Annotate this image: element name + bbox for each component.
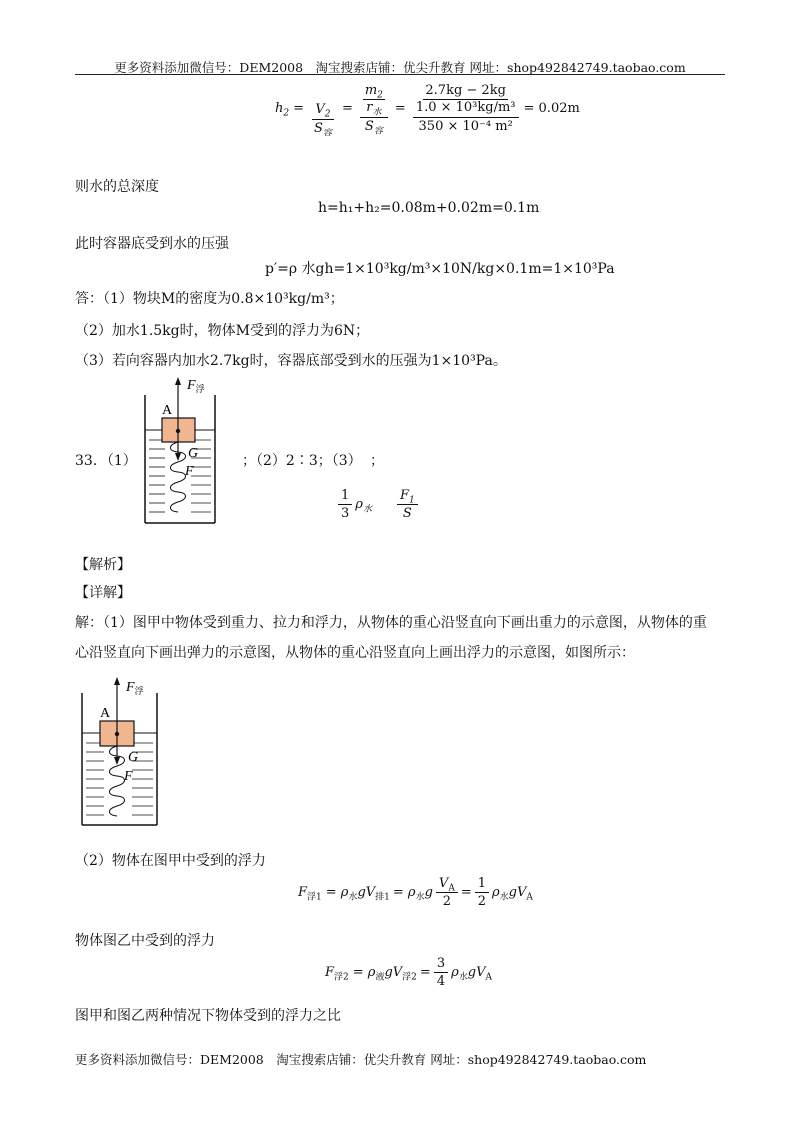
diagram-1-label-fbuoy: $F_浮$ (187, 378, 205, 394)
para1-line2: 心沿竖直向下画出弹力的示意图，从物体的重心沿竖直向上画出浮力的示意图，如图所示： (75, 645, 635, 661)
text-pressure: 此时容器底受到水的压强 (75, 236, 229, 252)
eq-h2-frac3: 2.7kg − 2kg 1.0 × 10³kg/m³ 350 × 10⁻⁴ m² (413, 83, 519, 135)
diagram-2-label-f: F (124, 769, 133, 784)
diagram-1-content (145, 377, 215, 523)
equation-h2: $h_2$ = $\frac{V_2}{S_容}$ = $m_2$ $r_水$ $S_容$ = 2.7kg − 2kg 1.0 × 10³kg/m³ 350 × 10⁻⁴ m² = 0.02m (275, 82, 580, 139)
equation-f1: $F_{浮1}$ = $\rho_水$ $gV_{排1}$ = $\rho_水$ g $\frac{V_A}{2}$ = $\frac{1}{2}$ $\rho_水$ $gV_A$ (298, 876, 533, 909)
para1-line1: 解：（1）图甲中物体受到重力、拉力和浮力，从物体的重心沿竖直向下画出重力的示意图，从物体的重 (75, 615, 707, 631)
header-divider (75, 74, 725, 75)
q33-answer-3 (335, 488, 421, 521)
eq-h2-frac1: $\frac{V_2}{S_容}$ (314, 102, 332, 139)
q33-end: ； (370, 453, 384, 469)
equation-f2: $F_{浮2}$ = $\rho_液$ $gV_{浮2}$ = $\frac{3}{4}$ $\rho_水$ $gV_A$ (325, 956, 492, 989)
text-total-depth: 则水的总深度 (75, 179, 159, 195)
q33-frac-one-third: $\frac{1}{3}$ (338, 488, 352, 521)
eq-h2-frac2: $m_2$ $r_水$ $S_容$ (360, 83, 388, 135)
force-diagram-1 (135, 375, 235, 525)
answer-2: （2）加水1.5kg时，物体M受到的浮力为6N； (75, 323, 370, 339)
section-detail: 【详解】 (75, 585, 131, 601)
equation-h: h=h₁+h₂=0.08m+0.02m=0.1m (318, 200, 540, 216)
eq-h2-lhs: $h_2$ (275, 101, 290, 119)
text-ratio: 图甲和图乙两种情况下物体受到的浮力之比 (75, 1008, 341, 1024)
text-buoyancy-a: （2）物体在图甲中受到的浮力 (75, 853, 266, 869)
diagram-2-content (82, 677, 157, 825)
section-analysis: 【解析】 (75, 557, 131, 573)
answer-1: 答：（1）物块M的密度为0.8×10³kg/m³； (75, 291, 344, 307)
diagram-2-label-fbuoy: $F_浮$ (126, 680, 144, 696)
diagram-2-label-g: G (128, 750, 139, 765)
q33-number: 33．（1） (75, 453, 137, 469)
page-footer: 更多资料添加微信号：DEM2008 淘宝搜索店铺：优尖升教育 网址：shop492842749.taobao.com (75, 1052, 647, 1067)
diagram-1-label-g: G (188, 446, 199, 461)
diagram-2-label-a: A (100, 706, 111, 721)
force-diagram-2 (72, 675, 172, 830)
q33-part2: ；（2）2∶3；（3） (242, 453, 362, 469)
answer-3: （3）若向容器内加水2.7kg时，容器底部受到水的压强为1×10³Pa。 (75, 353, 507, 369)
diagram-1-label-a: A (162, 403, 173, 418)
equation-pressure: p′=ρ 水gh=1×10³kg/m³×10N/kg×0.1m=1×10³Pa (265, 261, 615, 277)
eq-h2-result: = 0.02m (523, 101, 580, 116)
text-buoyancy-b: 物体图乙中受到的浮力 (75, 933, 215, 949)
q33-rho: $\rho_水$ (355, 497, 372, 515)
page-header: 更多资料添加微信号：DEM2008 淘宝搜索店铺：优尖升教育 网址：shop492842749.taobao.com (114, 60, 686, 75)
diagram-1-label-f: F (185, 464, 194, 479)
q33-frac-f1-s: $\frac{F_1}{S}$ (397, 488, 418, 521)
